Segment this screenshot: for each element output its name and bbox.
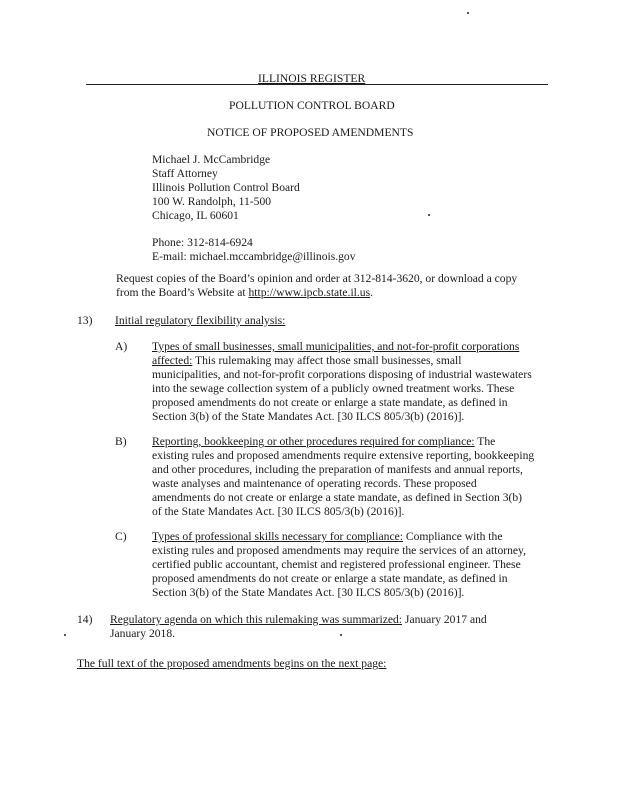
agency-name: POLLUTION CONTROL BOARD <box>229 99 395 112</box>
item-b-heading-rest: The <box>474 435 496 448</box>
item-c-line: proposed amendments do not create or enlarge a state mandate, as defined in <box>152 572 508 585</box>
scan-speck <box>340 634 342 636</box>
request-copies-text: from the Board’s Website at <box>116 286 249 299</box>
item-c-heading-line <box>152 530 502 544</box>
item-c-heading: Types of professional skills necessary for compliance: <box>152 530 403 543</box>
contact-name: Michael J. McCambridge <box>152 153 271 166</box>
item-a-line2-text: This rulemaking may affect those small businesses, small <box>192 354 462 367</box>
item-c-letter: C) <box>115 530 127 543</box>
item-c-heading-rest: Compliance with the <box>402 530 503 543</box>
request-copies-line1: Request copies of the Board’s opinion and order at 312-814-3620, or download a copy <box>116 272 518 285</box>
register-title: ILLINOIS REGISTER <box>258 72 366 85</box>
section-14-number: 14) <box>77 613 93 626</box>
item-b-line: waste analyses and maintenance of operating records. These proposed <box>152 477 477 490</box>
contact-address-city: Chicago, IL 60601 <box>152 209 239 222</box>
contact-title: Staff Attorney <box>152 167 218 180</box>
section-13-heading: Initial regulatory flexibility analysis: <box>115 314 286 327</box>
item-a-heading-line1: Types of small businesses, small municipalities, and not-for-profit corporations <box>152 340 520 353</box>
item-b-line: amendments do not create or enlarge a state mandate, as defined in Section 3(b) <box>152 491 523 504</box>
contact-org: Illinois Pollution Control Board <box>152 181 300 194</box>
section-14-line2: January 2018. <box>110 627 176 640</box>
item-b-line: of the State Mandates Act. [30 ILCS 805/3(b) (2016)]. <box>152 505 405 518</box>
contact-email: E-mail: michael.mccambridge@illinois.gov <box>152 250 356 263</box>
request-copies-period: . <box>370 286 374 299</box>
board-website-link[interactable]: http://www.ipcb.state.il.us <box>248 286 371 299</box>
item-b-line: and other procedures, including the preparation of manifests and annual reports, <box>152 463 523 476</box>
scan-speck <box>428 214 430 216</box>
request-copies-line2 <box>116 286 373 300</box>
item-c-line: certified public accountant, chemist and registered professional engineer. These <box>152 558 521 571</box>
item-a-letter: A) <box>115 340 128 353</box>
section-13-number: 13) <box>77 314 93 327</box>
full-text-notice: The full text of the proposed amendments begins on the next page: <box>77 657 387 670</box>
item-c-line: existing rules and proposed amendments may require the services of an attorney, <box>152 544 526 557</box>
item-a-line: Section 3(b) of the State Mandates Act. [30 ILCS 805/3(b) (2016)]. <box>152 410 465 423</box>
header-rule <box>86 84 548 85</box>
section-14-heading-rest: January 2017 and <box>402 613 487 626</box>
item-a-line: proposed amendments do not create or enlarge a state mandate, as defined in <box>152 396 508 409</box>
item-b-heading: Reporting, bookkeeping or other procedures required for compliance: <box>152 435 475 448</box>
item-b-heading-line <box>152 435 495 449</box>
contact-phone: Phone: 312-814-6924 <box>152 236 253 249</box>
item-a-heading-end: affected: <box>152 354 193 367</box>
item-c-line: Section 3(b) of the State Mandates Act. [30 ILCS 805/3(b) (2016)]. <box>152 586 465 599</box>
notice-title: NOTICE OF PROPOSED AMENDMENTS <box>207 126 414 139</box>
item-a-line: into the sewage collection system of a publicly owned treatment works. These <box>152 382 515 395</box>
item-b-letter: B) <box>115 435 127 448</box>
section-14-heading-line <box>110 613 487 627</box>
item-b-line: existing rules and proposed amendments require extensive reporting, bookkeeping <box>152 449 535 462</box>
section-14-heading: Regulatory agenda on which this rulemaking was summarized: <box>110 613 403 626</box>
scan-speck <box>64 634 66 636</box>
item-a-heading-line2 <box>152 354 461 368</box>
item-a-line: municipalities, and not-for-profit corporations disposing of industrial wastewaters <box>152 368 532 381</box>
contact-address-street: 100 W. Randolph, 11-500 <box>152 195 272 208</box>
scan-speck <box>467 12 469 14</box>
